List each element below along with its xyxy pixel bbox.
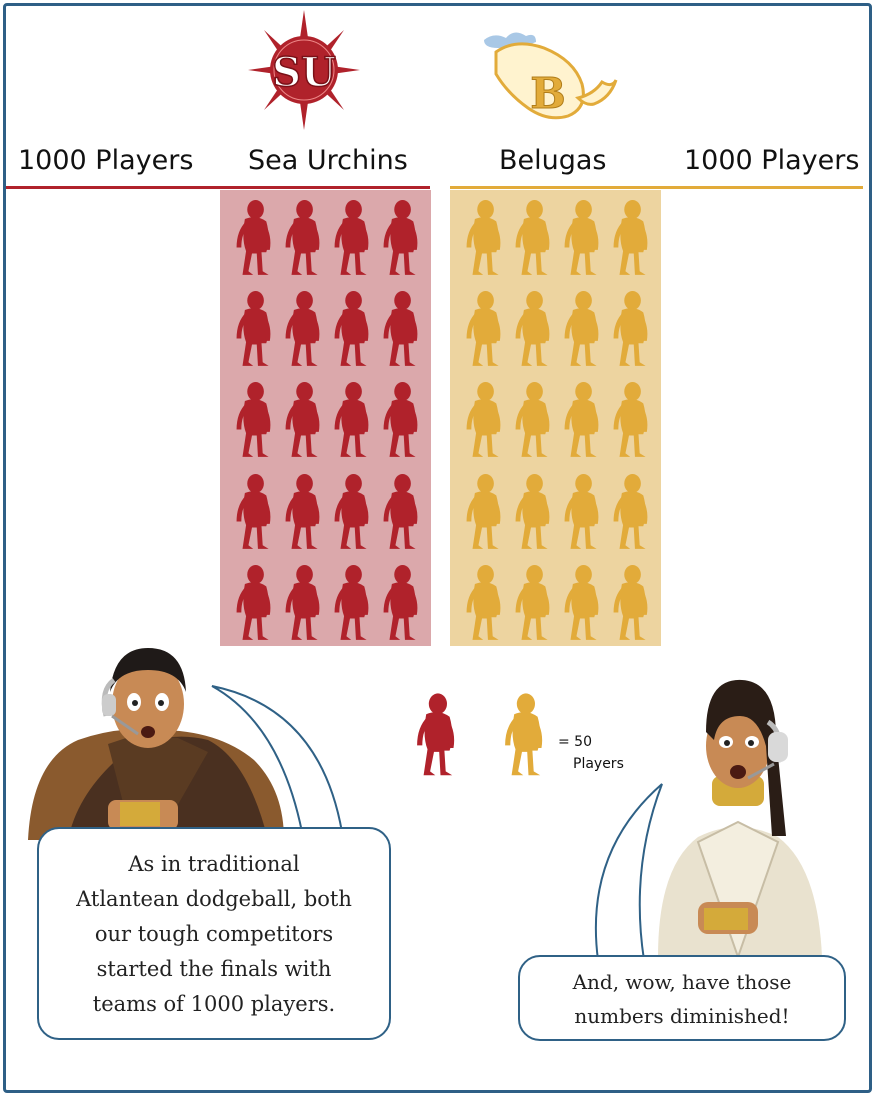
- belugas-rule: [450, 186, 863, 189]
- belugas-count-label: 1000 Players: [684, 145, 860, 176]
- beluga-figure: [507, 474, 555, 550]
- sea-urchin-figure: [375, 200, 423, 276]
- legend-sea-urchin-figure: [408, 692, 460, 778]
- svg-text:SU: SU: [272, 49, 336, 96]
- beluga-figure: [507, 565, 555, 641]
- beluga-figure: [556, 200, 604, 276]
- sea-urchin-figure: [326, 291, 374, 367]
- sea-urchins-pictograph-column: [220, 190, 431, 646]
- sea-urchin-figure: [277, 474, 325, 550]
- beluga-figure: [605, 200, 653, 276]
- left-bubble-tail: [200, 684, 360, 834]
- beluga-figure: [605, 474, 653, 550]
- sea-urchins-rule: [6, 186, 430, 189]
- sea-urchin-figure: [228, 474, 276, 550]
- beluga-figure: [458, 565, 506, 641]
- beluga-figure: [507, 382, 555, 458]
- beluga-figure: [605, 382, 653, 458]
- beluga-figure: [507, 291, 555, 367]
- left-bubble-line: started the finals with: [96, 957, 332, 981]
- beluga-figure: [507, 200, 555, 276]
- sea-urchin-figure: [375, 291, 423, 367]
- beluga-figure: [458, 291, 506, 367]
- belugas-team-name: Belugas: [499, 145, 607, 176]
- sea-urchins-logo: [248, 10, 360, 130]
- sea-urchin-figure: [375, 474, 423, 550]
- sea-urchin-figure: [326, 200, 374, 276]
- sea-urchin-figure: [277, 382, 325, 458]
- right-bubble-tail: [578, 782, 668, 962]
- beluga-figure: [556, 382, 604, 458]
- beluga-figure: [605, 565, 653, 641]
- beluga-figure: [458, 200, 506, 276]
- svg-text:B: B: [530, 69, 566, 118]
- legend-beluga-figure: [496, 692, 548, 778]
- legend-equals: = 50: [558, 734, 592, 750]
- beluga-figure: [458, 382, 506, 458]
- sea-urchin-figure: [326, 382, 374, 458]
- legend-unit: Players: [573, 756, 624, 772]
- sea-urchin-figure: [408, 692, 460, 778]
- beluga-figure: [458, 474, 506, 550]
- left-speech-bubble: [37, 827, 391, 1040]
- sea-urchin-figure: [375, 565, 423, 641]
- left-bubble-line: Atlantean dodgeball, both: [76, 887, 352, 911]
- right-speech-bubble: [518, 955, 846, 1041]
- beluga-figure: [556, 291, 604, 367]
- beluga-figure: [605, 291, 653, 367]
- sea-urchin-figure: [228, 382, 276, 458]
- sea-urchin-figure: [277, 200, 325, 276]
- left-bubble-line: teams of 1000 players.: [92, 992, 336, 1016]
- belugas-logo: [478, 28, 620, 123]
- sea-urchin-figure: [228, 291, 276, 367]
- right-bubble-line: And, wow, have those: [572, 970, 792, 994]
- sea-urchin-figure: [375, 382, 423, 458]
- sea-urchin-figure: [228, 200, 276, 276]
- belugas-pictograph-column: [450, 190, 661, 646]
- legend-text: [558, 731, 624, 775]
- sea-urchin-figure: [228, 565, 276, 641]
- beluga-figure: [556, 565, 604, 641]
- sea-urchin-figure: [277, 291, 325, 367]
- sea-urchin-figure: [326, 474, 374, 550]
- left-bubble-line: our tough competitors: [94, 922, 334, 946]
- right-bubble-line: numbers diminished!: [574, 1004, 790, 1028]
- left-bubble-line: As in traditional: [128, 852, 300, 876]
- beluga-figure: [556, 474, 604, 550]
- sea-urchins-team-name: Sea Urchins: [248, 145, 408, 176]
- beluga-figure: [496, 692, 548, 778]
- sea-urchins-count-label: 1000 Players: [18, 145, 194, 176]
- sea-urchin-figure: [326, 565, 374, 641]
- sea-urchin-figure: [277, 565, 325, 641]
